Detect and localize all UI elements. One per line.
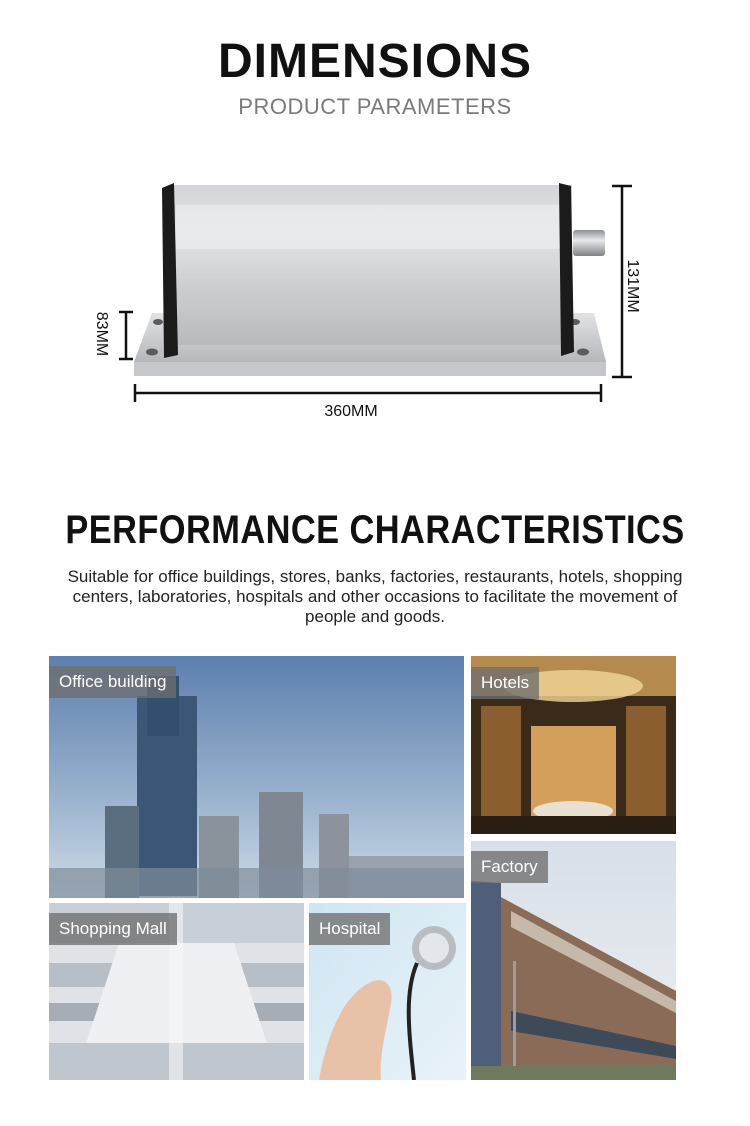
length-dimension-line	[135, 384, 601, 402]
hospital-image	[309, 903, 466, 1080]
height-label: 131MM	[624, 259, 641, 313]
length-label: 360MM	[324, 403, 378, 420]
hospital-tag: Hospital	[309, 913, 390, 945]
hotels-image	[471, 656, 676, 834]
shopping-mall-image	[49, 903, 304, 1080]
performance-description: Suitable for office buildings, stores, banks, factories, restaurants, hotels, shopping centers, laboratories, hospitals and other occasions to facilitate the movement of people and goods.	[67, 567, 683, 626]
performance-title: PERFORMANCE CHARACTERISTICS	[65, 508, 685, 552]
base-height-label: 83MM	[93, 311, 110, 357]
output-shaft	[573, 230, 605, 256]
page-title: DIMENSIONS	[217, 35, 533, 88]
office-building-image	[49, 656, 464, 898]
factory-tag: Factory	[471, 851, 548, 883]
product-dimension-drawing	[0, 150, 750, 450]
base-height-dimension-line	[119, 312, 133, 359]
hotels-tag: Hotels	[471, 667, 539, 699]
shopping-mall-tag: Shopping Mall	[49, 913, 177, 945]
office-building-tag: Office building	[49, 666, 176, 698]
motor-body	[162, 183, 574, 358]
factory-image	[471, 841, 676, 1080]
page-subtitle: PRODUCT PARAMETERS	[238, 94, 512, 119]
